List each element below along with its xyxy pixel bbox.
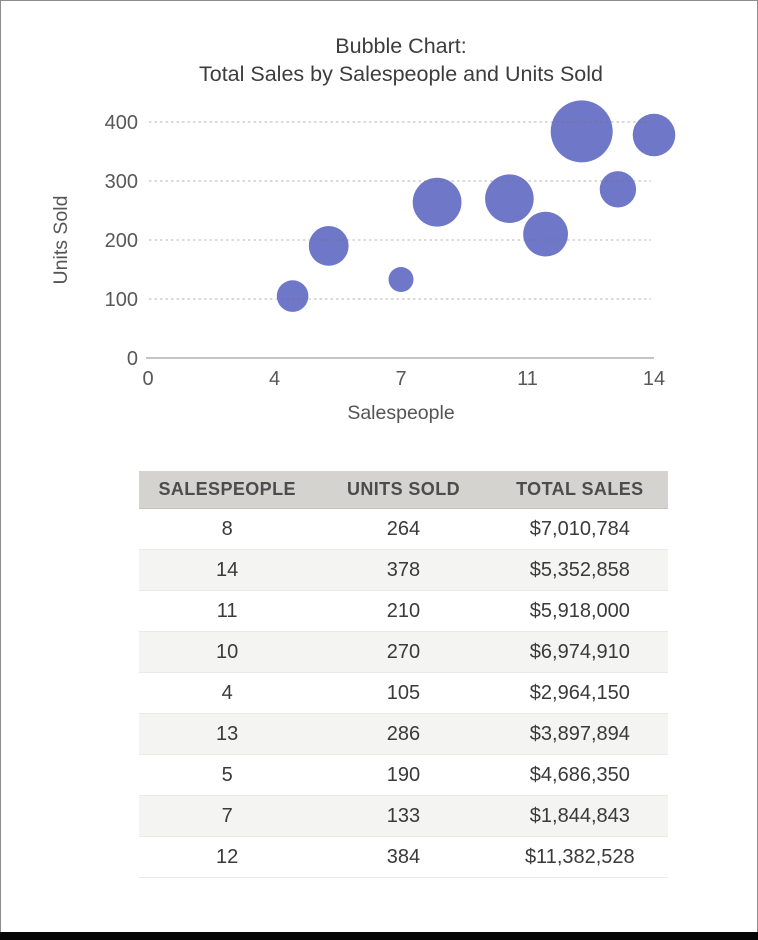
y-tick-label: 300	[104, 171, 138, 193]
table-cell: 190	[386, 763, 421, 786]
table-row	[139, 837, 668, 878]
x-tick-label: 4	[268, 368, 281, 390]
frame-bottom-edge	[0, 932, 758, 940]
table-cell: $4,686,350	[529, 763, 630, 786]
table-row	[139, 755, 668, 796]
x-tick-label: 0	[142, 368, 154, 390]
x-axis-title: Salespeople	[347, 402, 455, 424]
table-header-row	[139, 471, 668, 509]
table-cell: $11,382,528	[524, 845, 635, 868]
bubble	[389, 267, 414, 292]
table-cell: 4	[221, 681, 233, 704]
bubble	[600, 171, 636, 207]
bubble	[277, 280, 309, 312]
table-cell: 210	[386, 599, 421, 622]
table-header-cell: TOTAL SALES	[516, 479, 644, 499]
table-cell: 105	[386, 681, 421, 704]
y-tick-label: 100	[104, 289, 138, 311]
table-cell: 270	[386, 640, 421, 663]
x-tick-label: 7	[395, 368, 407, 390]
y-tick-label: 0	[126, 348, 138, 370]
bubble	[633, 114, 676, 157]
bubbles-layer	[277, 100, 675, 312]
table-cell: 264	[386, 517, 421, 540]
table-cell: $7,010,784	[529, 517, 630, 540]
x-tick-label: 11	[517, 368, 538, 390]
table-cell: 11	[216, 599, 238, 622]
table-row	[139, 591, 668, 632]
data-table	[139, 471, 668, 878]
table-header-cell: SALESPEOPLE	[158, 479, 296, 499]
table-cell: 286	[386, 722, 421, 745]
table-cell: 12	[216, 845, 239, 868]
x-tick-label: 14	[642, 368, 666, 390]
bubble	[485, 174, 534, 223]
table-cell: $2,964,150	[529, 681, 630, 704]
y-tick-label: 200	[104, 230, 138, 252]
table-body	[139, 509, 668, 878]
table-row	[139, 714, 668, 755]
y-axis-title: Units Sold	[50, 195, 72, 285]
table-cell: 13	[216, 722, 239, 745]
table-cell: 7	[221, 804, 233, 827]
table-row	[139, 632, 668, 673]
table-cell: 10	[216, 640, 239, 663]
table-cell: 378	[386, 558, 421, 581]
y-tick-label: 400	[104, 112, 138, 134]
chart-title-line1: Bubble Chart:	[335, 34, 467, 58]
chart-title-line2: Total Sales by Salespeople and Units Sold	[199, 62, 603, 86]
bubble	[523, 212, 568, 257]
table-row	[139, 550, 668, 591]
table-cell: $1,844,843	[529, 804, 630, 827]
table-row	[139, 509, 668, 550]
table-cell: 384	[386, 845, 421, 868]
table-cell: $6,974,910	[529, 640, 630, 663]
y-axis-tick-labels	[105, 112, 138, 370]
table-cell: $5,918,000	[529, 599, 630, 622]
table-cell: 5	[221, 763, 233, 786]
table-cell: 14	[216, 558, 239, 581]
table-cell: $3,897,894	[529, 722, 630, 745]
bubble	[413, 178, 462, 227]
bubble-chart	[1, 1, 758, 461]
bubble	[309, 226, 349, 266]
bubble	[551, 100, 613, 162]
table-cell: 133	[386, 804, 421, 827]
table-cell: 8	[221, 517, 233, 540]
table-cell: $5,352,858	[529, 558, 630, 581]
table-header-cell: UNITS SOLD	[346, 479, 460, 499]
table-row	[139, 796, 668, 837]
x-axis-tick-labels	[142, 368, 665, 390]
table-row	[139, 673, 668, 714]
